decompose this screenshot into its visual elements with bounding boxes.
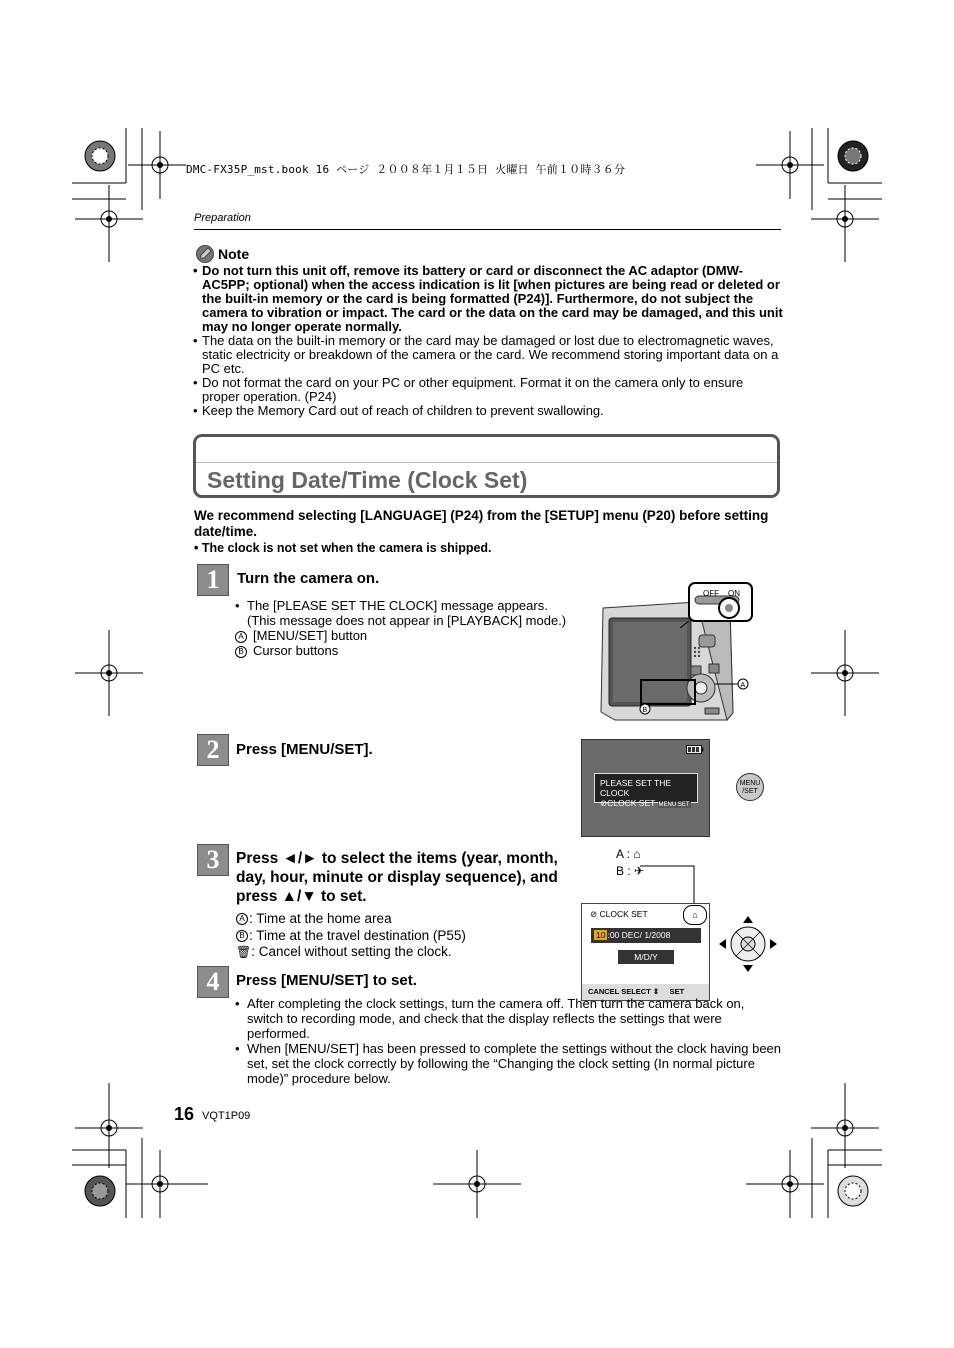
step-4-body — [235, 996, 783, 1086]
clock-set-title: ⊘ CLOCK SET — [590, 909, 648, 919]
step-4-bullet: • After completing the clock settings, turn the camera off. Then turn the camera back on, switch to recording mode, and check that the display reflects the settings that were performed. — [235, 996, 745, 1041]
step-1-body — [235, 598, 575, 658]
step-1-bullet: • The [PLEASE SET THE CLOCK] message appears. (This message does not appear in [PLAYBACK] mode.) — [235, 598, 567, 628]
step-4-bullet: • When [MENU/SET] has been pressed to complete the settings without the clock having been set, set the clock correctly by following the “Changing the clock setting (In normal picture mode)” procedure below. — [235, 1041, 782, 1086]
intro-subnote: • The clock is not set when the camera is shipped. — [194, 541, 492, 555]
step-3-legend-a: A : Time at the home area — [236, 911, 566, 928]
switch-off-label: OFF — [703, 589, 719, 598]
note-item: • Do not turn this unit off, remove its battery or card or disconnect the AC adaptor (DMW-AC5PP; optional) when the access indication is lit [when pictures are being read or deleted or the built-in memory or the card is being formatted (P24)]. Furthermore, do not subject the camera to vibration or impact. The card or the data on the card may be damaged, and this unit may no longer operate normally. — [193, 263, 783, 334]
clock-screen-footer: CANCEL SELECT ⇕ SET — [582, 984, 709, 1000]
lcd-screen-clock-message — [581, 739, 710, 837]
icon-legend-b: B : ✈ — [616, 864, 645, 878]
header-rule — [194, 229, 781, 230]
file-info-line: DMC-FX35P_mst.book 16 ページ ２００８年１月１５日 火曜日 午前１０時３６分 — [186, 163, 626, 176]
intro-text: We recommend selecting [LANGUAGE] (P24) from the [SETUP] menu (P20) before setting date/time. — [194, 508, 769, 539]
trash-icon: 🗑 — [236, 945, 252, 959]
lcd-screen-clock-set — [581, 903, 710, 1001]
home-area-icon: ⌂ — [683, 905, 707, 925]
step-number-4: 4 — [197, 966, 229, 998]
svg-text:B: B — [642, 707, 648, 714]
svg-text:A: A — [740, 682, 746, 689]
step-3-title: Press ◄/► to select the items (year, month, day, hour, minute or display sequence), and press ▲/▼ to set. — [236, 850, 558, 905]
section-title-box — [193, 434, 780, 498]
camera-illustration — [595, 580, 760, 725]
note-pencil-icon — [196, 245, 214, 263]
step-1-title: Turn the camera on. — [237, 570, 380, 587]
step-2-title: Press [MENU/SET]. — [236, 741, 373, 758]
lcd-message-line-2: ⊘CLOCK SET MENU SET — [600, 798, 690, 808]
step-number-3: 3 — [197, 844, 229, 876]
menu-set-button: MENU /SET — [736, 773, 764, 801]
icon-legend-a: A : ⌂ — [616, 847, 641, 861]
clock-message-box — [594, 773, 698, 808]
battery-icon — [686, 745, 704, 754]
lcd-message-line-1: PLEASE SET THE CLOCK — [600, 778, 672, 798]
home-icon: ⌂ — [633, 847, 641, 861]
note-label: Note — [218, 246, 250, 262]
note-item: • Do not format the card on your PC or other equipment. Format it on the camera only to ensure proper operation. (P24) — [193, 375, 744, 404]
note-item: • Keep the Memory Card out of reach of children to prevent swallowing. — [193, 403, 604, 418]
page-title: Setting Date/Time (Clock Set) — [207, 467, 528, 493]
airplane-icon: ✈ — [634, 864, 645, 878]
clock-time-row: 10 :00 DEC/ 1/2008 — [591, 928, 701, 943]
step-1-legend-b: B Cursor buttons — [235, 643, 575, 658]
note-item: • The data on the built-in memory or the card may be damaged or lost due to electromagnetic waves, static electricity or breakdown of the camera or the card. We recommend storing important data on a PC etc. — [193, 333, 779, 376]
title-divider — [196, 462, 777, 463]
note-heading — [196, 245, 249, 263]
step-1-legend-a: A [MENU/SET] button — [235, 628, 575, 643]
page-number: 16 — [174, 1104, 195, 1124]
step-4-title: Press [MENU/SET] to set. — [236, 972, 417, 989]
switch-on-label: ON — [728, 589, 740, 598]
section-label: Preparation — [194, 212, 251, 224]
document-code: VQT1P09 — [202, 1110, 251, 1122]
step-3-legend-trash: 🗑: Cancel without setting the clock. — [236, 944, 452, 959]
step-3-body — [236, 911, 566, 961]
date-order-field: M/D/Y — [618, 950, 674, 964]
step-3-legend-b: B : Time at the travel destination (P55) — [236, 928, 566, 945]
cursor-buttons-icon — [716, 914, 780, 974]
step-number-2: 2 — [197, 734, 229, 766]
note-list — [193, 264, 783, 418]
step-number-1: 1 — [197, 564, 229, 596]
